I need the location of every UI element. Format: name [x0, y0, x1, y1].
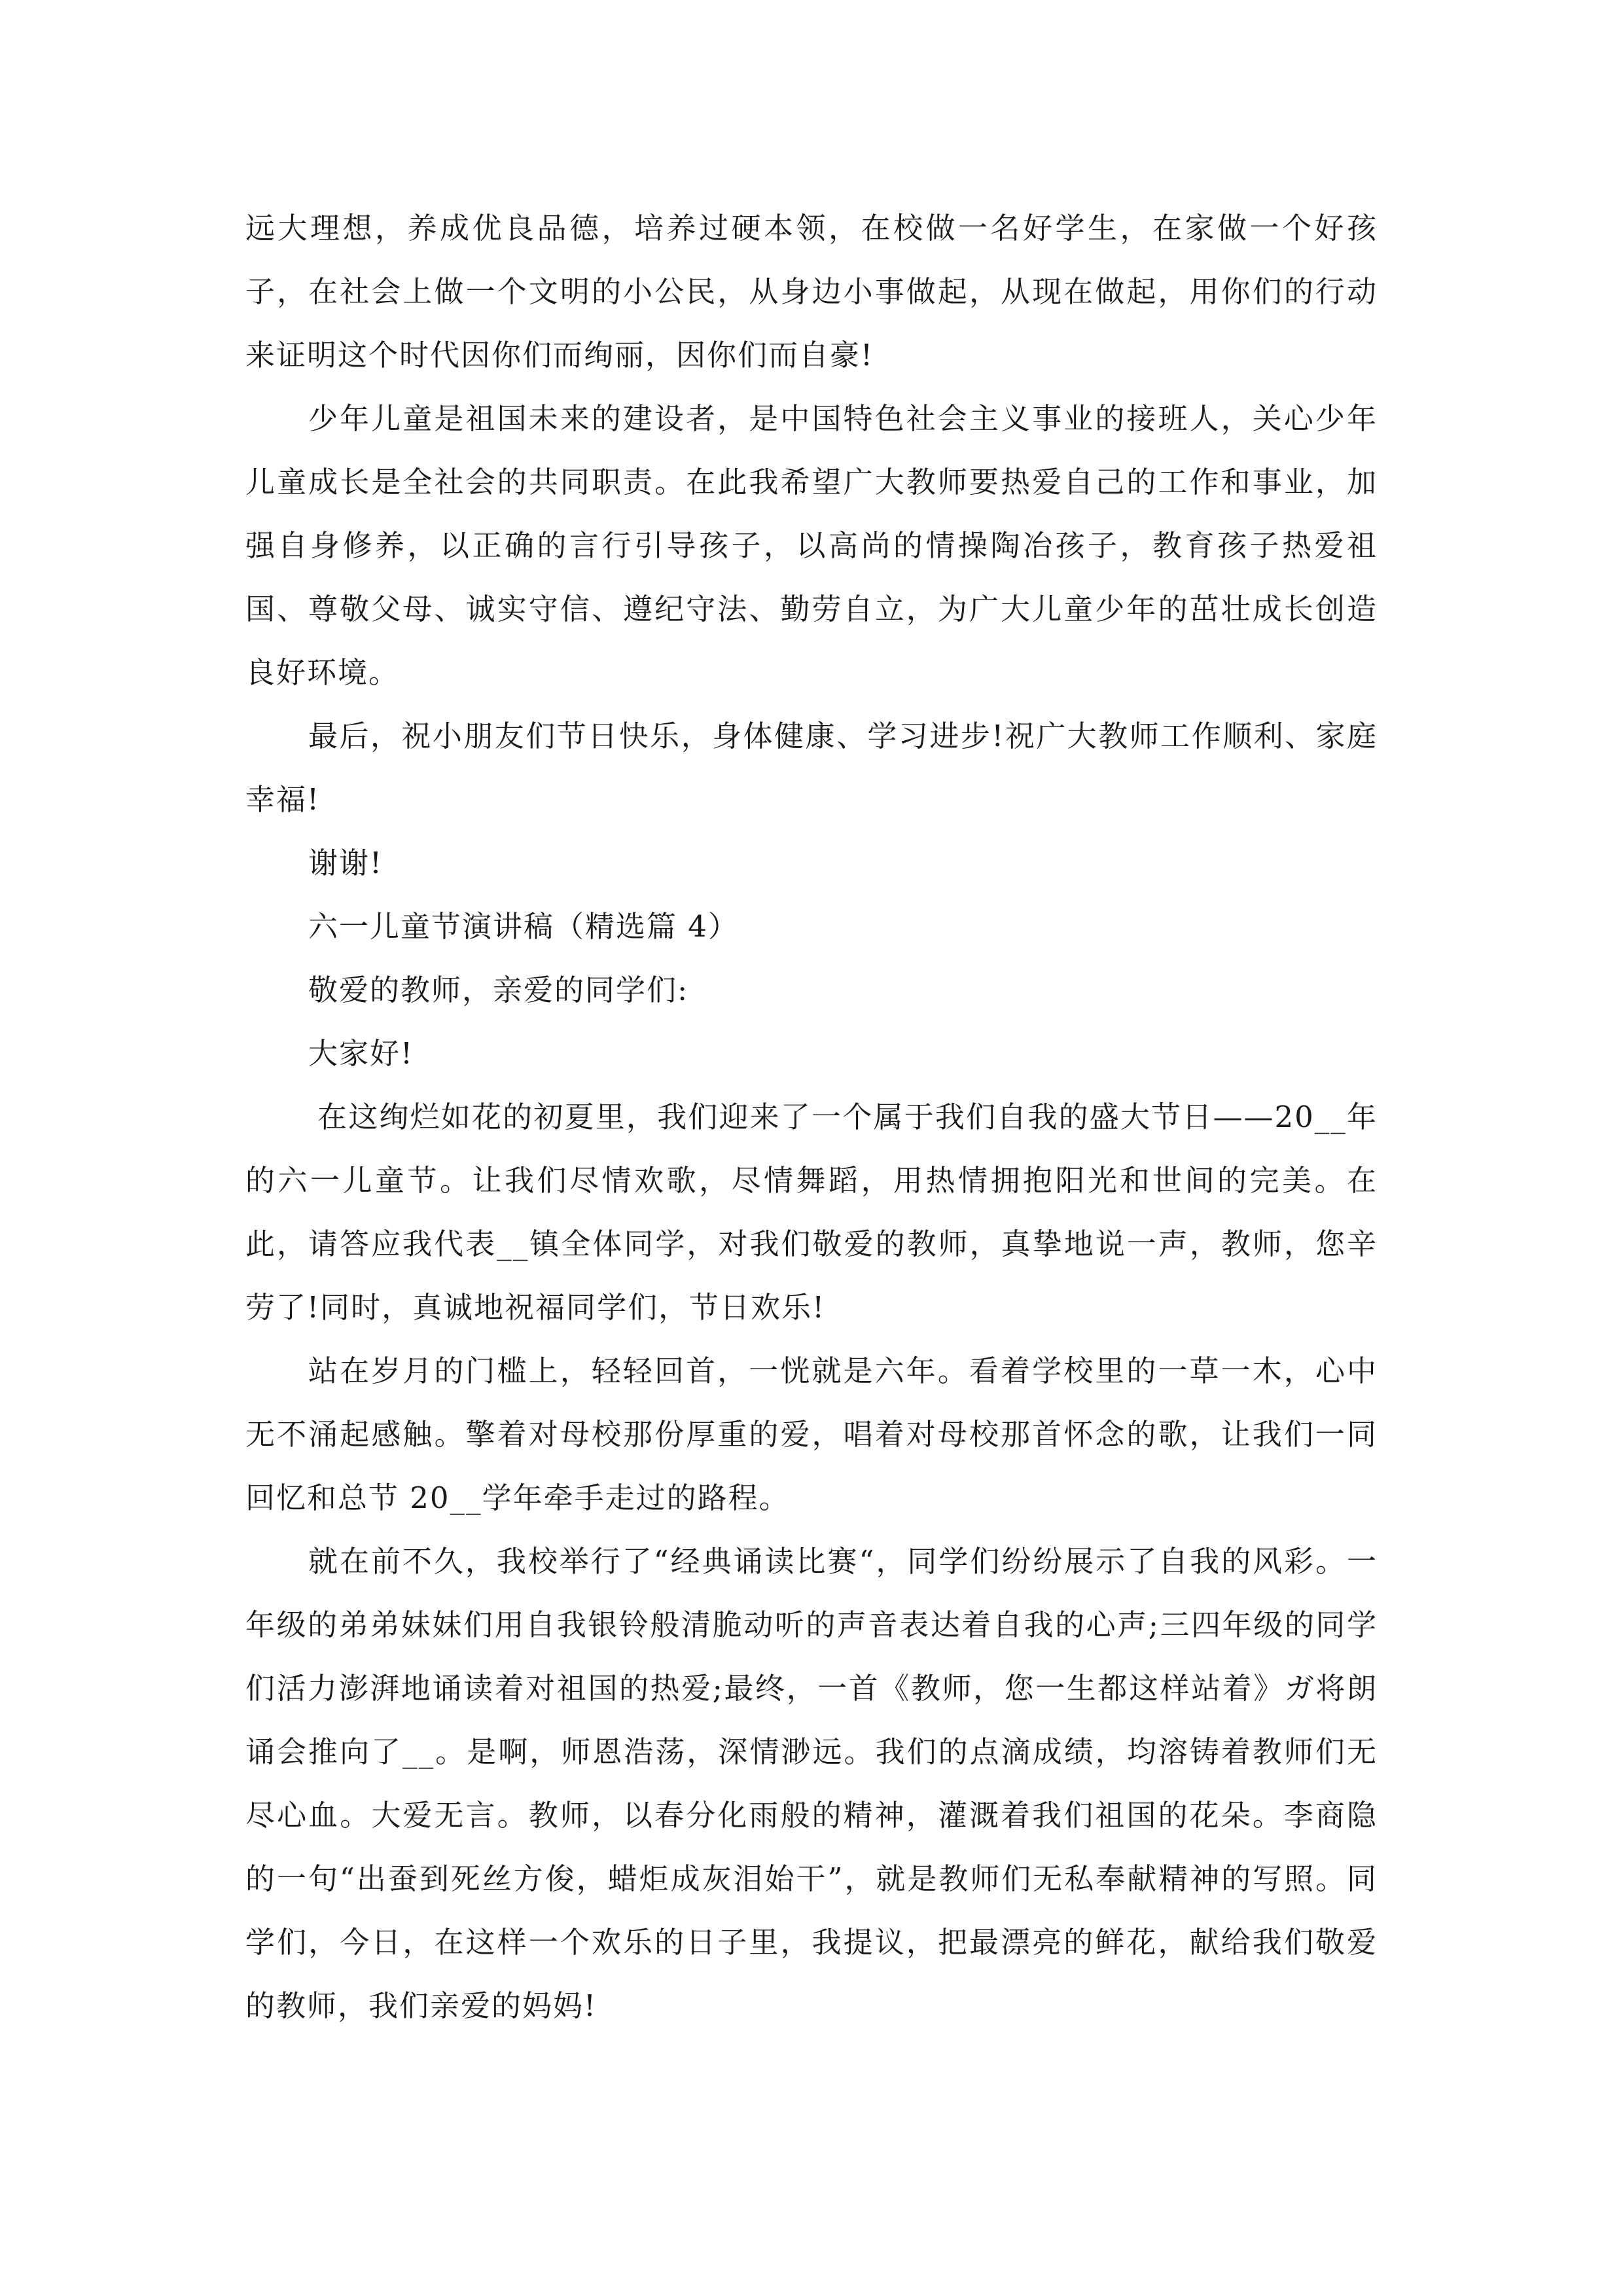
greeting: 大家好! — [308, 1036, 414, 1071]
section-heading: 六一儿童节演讲稿（精选篇 4） — [308, 909, 739, 944]
paragraph-childrens-day: 在这绚烂如花的初夏里，我们迎来了一个属于我们自我的盛大节日——20__年的六一儿童节。让我们尽情欢歌，尽情舞蹈，用热情拥抱阳光和世间的完美。在此，请答应我代表__镇全体同学，对我们敬爱的教师，真挚地说一声，教师，您辛劳了!同时，真诚地祝福同学们，节日欢乐! — [245, 1100, 1378, 1325]
paragraph-ideals: 远大理想，养成优良品德，培养过硬本领，在校做一名好学生，在家做一个好孩子，在社会上做一个文明的小公民，从身边小事做起，从现在做起，用你们的行动来证明这个时代因你们而绚丽，因你们而自豪! — [245, 211, 1378, 372]
paragraph-six-years: 站在岁月的门槛上，轻轻回首，一恍就是六年。看着学校里的一草一木，心中无不涌起感触。擎着对母校那份厚重的爱，唱着对母校那首怀念的歌，让我们一同回忆和总节 20__学年牵手走过的路程。 — [245, 1354, 1378, 1515]
salutation: 敬爱的教师，亲爱的同学们: — [308, 973, 689, 1007]
paragraph-closing-wishes: 最后，祝小朋友们节日快乐，身体健康、学习进步!祝广大教师工作顺利、家庭幸福! — [245, 719, 1378, 817]
paragraph-thanks: 谢谢! — [308, 846, 383, 880]
document-body — [245, 196, 1378, 2037]
paragraph-youth-builders: 少年儿童是祖国未来的建设者，是中国特色社会主义事业的接班人，关心少年儿童成长是全社会的共同职责。在此我希望广大教师要热爱自己的工作和事业，加强自身修养，以正确的言行引导孩子，以高尚的情操陶冶孩子，教育孩子热爱祖国、尊敬父母、诚实守信、遵纪守法、勤劳自立，为广大儿童少年的茁壮成长创造良好环境。 — [245, 401, 1378, 690]
paragraph-recitation-contest: 就在前不久，我校举行了“经典诵读比赛“，同学们纷纷展示了自我的风彩。一年级的弟弟妹妹们用自我银铃般清脆动听的声音表达着自我的心声;三四年级的同学们活力澎湃地诵读着对祖国的热爱;最终，一首《教师，您一生都这样站着》ガ将朗诵会推向了__。是啊，师恩浩荡，深情渺远。我们的点滴成绩，均溶铸着教师们无尽心血。大爱无言。教师，以春分化雨般的精神，灌溉着我们祖国的花朵。李商隐的一句“出蚕到死丝方俊，蜡炬成灰泪始干”，就是教师们无私奉献精神的写照。同学们，今日，在这样一个欢乐的日子里，我提议，把最漂亮的鲜花，献给我们敬爱的教师，我们亲爱的妈妈! — [245, 1544, 1378, 2023]
